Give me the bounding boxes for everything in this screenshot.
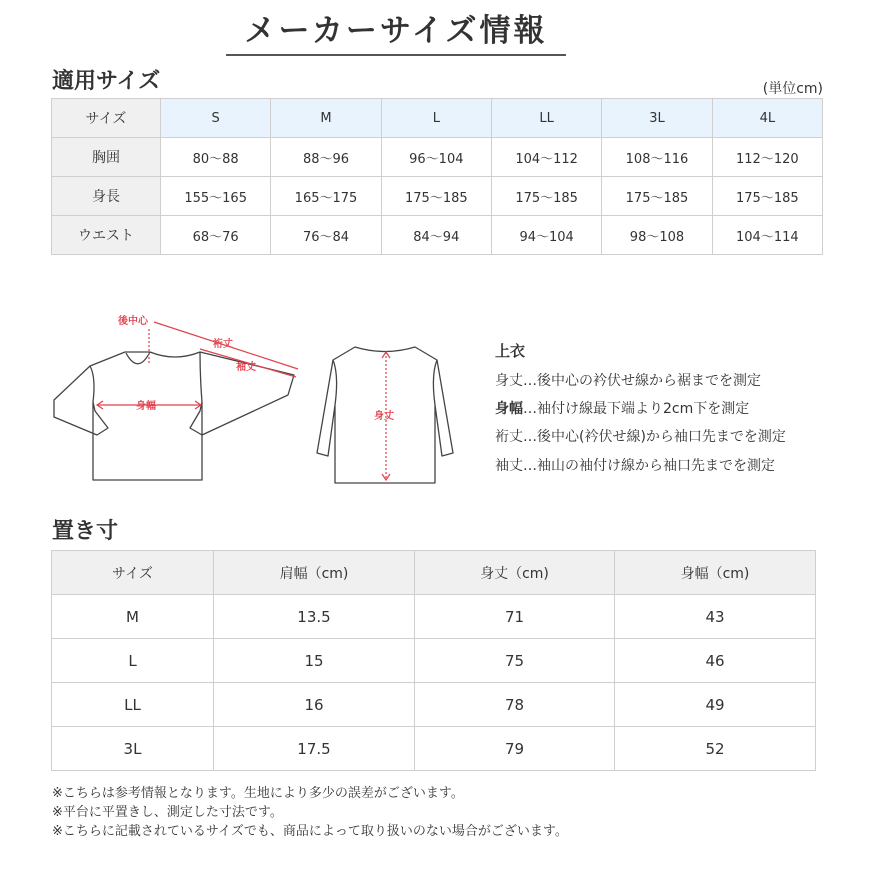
table-cell: 17.5 (214, 727, 415, 771)
table-cell: 46 (615, 639, 816, 683)
table-header-row (52, 551, 816, 595)
desc-term: 裄丈 (495, 429, 523, 445)
column-header: サイズ (52, 551, 214, 595)
table-cell: 96～104 (381, 138, 491, 177)
table-cell: 71 (415, 595, 615, 639)
notes (52, 784, 568, 841)
column-header: 身丈（cm) (415, 551, 615, 595)
table-cell: 104～114 (712, 216, 822, 255)
table-row (52, 595, 816, 639)
desc-text: …後中心(衿伏せ線)から袖口先までを測定 (523, 429, 786, 445)
table-cell: 15 (214, 639, 415, 683)
table-cell: M (52, 595, 214, 639)
desc-text: …袖山の袖付け線から袖口先までを測定 (523, 458, 775, 474)
table-cell: 108～116 (602, 138, 712, 177)
table-cell: 4L (712, 99, 822, 138)
table-row (52, 727, 816, 771)
table-row (52, 683, 816, 727)
table-cell: 16 (214, 683, 415, 727)
table-cell: 94～104 (491, 216, 601, 255)
table-cell: M (271, 99, 381, 138)
placed-size-heading: 置き寸 (52, 519, 119, 544)
garment-diagram (50, 305, 490, 495)
note-line: ※こちらは参考情報となります。生地により多少の誤差がございます。 (52, 786, 464, 801)
table-cell: 52 (615, 727, 816, 771)
table-cell: 155～165 (161, 177, 271, 216)
table-cell: 49 (615, 683, 816, 727)
row-label: 胸囲 (52, 138, 161, 177)
desc-body-length (495, 370, 761, 390)
table-cell: 78 (415, 683, 615, 727)
table-cell: L (52, 639, 214, 683)
column-header: 身幅（cm) (615, 551, 816, 595)
desc-body-width (495, 398, 749, 418)
table-row (52, 216, 823, 255)
table-row (52, 138, 823, 177)
desc-term: 身丈 (495, 373, 523, 389)
label-body-width: 身幅 (136, 401, 156, 412)
table-cell: 13.5 (214, 595, 415, 639)
table-cell: 75 (415, 639, 615, 683)
label-yuki: 裄丈 (213, 339, 233, 350)
table-cell: 165～175 (271, 177, 381, 216)
table-cell: 175～185 (381, 177, 491, 216)
table-cell: 43 (615, 595, 816, 639)
desc-text: …後中心の衿伏せ線から裾までを測定 (523, 373, 761, 389)
upper-garment-heading: 上衣 (495, 342, 526, 360)
table-cell: 88～96 (271, 138, 381, 177)
desc-sleeve (495, 455, 775, 475)
table-row (52, 639, 816, 683)
label-sleeve: 袖丈 (236, 362, 256, 373)
table-cell: LL (491, 99, 601, 138)
row-label: 身長 (52, 177, 161, 216)
table-row (52, 99, 823, 138)
table-cell: 84～94 (381, 216, 491, 255)
table-cell: 104～112 (491, 138, 601, 177)
placed-size-table (51, 550, 816, 771)
note-line: ※こちらに記載されているサイズでも、商品によって取り扱いのない場合がございます。 (52, 824, 568, 839)
desc-term: 袖丈 (495, 458, 523, 474)
unit-note: (単位cm) (762, 81, 823, 97)
label-back-center: 後中心 (118, 316, 148, 327)
table-cell: 3L (602, 99, 712, 138)
table-cell: 175～185 (712, 177, 822, 216)
table-cell: 68～76 (161, 216, 271, 255)
table-cell: L (381, 99, 491, 138)
desc-text: …袖付け線最下端より2cm下を測定 (523, 401, 750, 417)
table-cell: 98～108 (602, 216, 712, 255)
table-cell: LL (52, 683, 214, 727)
applicable-size-table (51, 98, 823, 255)
label-body-length: 身丈 (374, 411, 394, 422)
table-cell: 175～185 (491, 177, 601, 216)
front-shirt-illustration (54, 352, 294, 480)
row-label: サイズ (52, 99, 161, 138)
table-row (52, 177, 823, 216)
desc-yuki (495, 426, 786, 446)
note-line: ※平台に平置きし、測定した寸法です。 (52, 805, 283, 820)
table-cell: S (161, 99, 271, 138)
table-cell: 175～185 (602, 177, 712, 216)
desc-term: 身幅 (495, 401, 523, 417)
table-cell: 79 (415, 727, 615, 771)
table-cell: 76～84 (271, 216, 381, 255)
table-cell: 112～120 (712, 138, 822, 177)
column-header: 肩幅（cm) (214, 551, 415, 595)
table-cell: 80～88 (161, 138, 271, 177)
table-cell: 3L (52, 727, 214, 771)
row-label: ウエスト (52, 216, 161, 255)
applicable-size-heading: 適用サイズ (52, 69, 161, 94)
page-title: メーカーサイズ情報 (226, 8, 566, 56)
